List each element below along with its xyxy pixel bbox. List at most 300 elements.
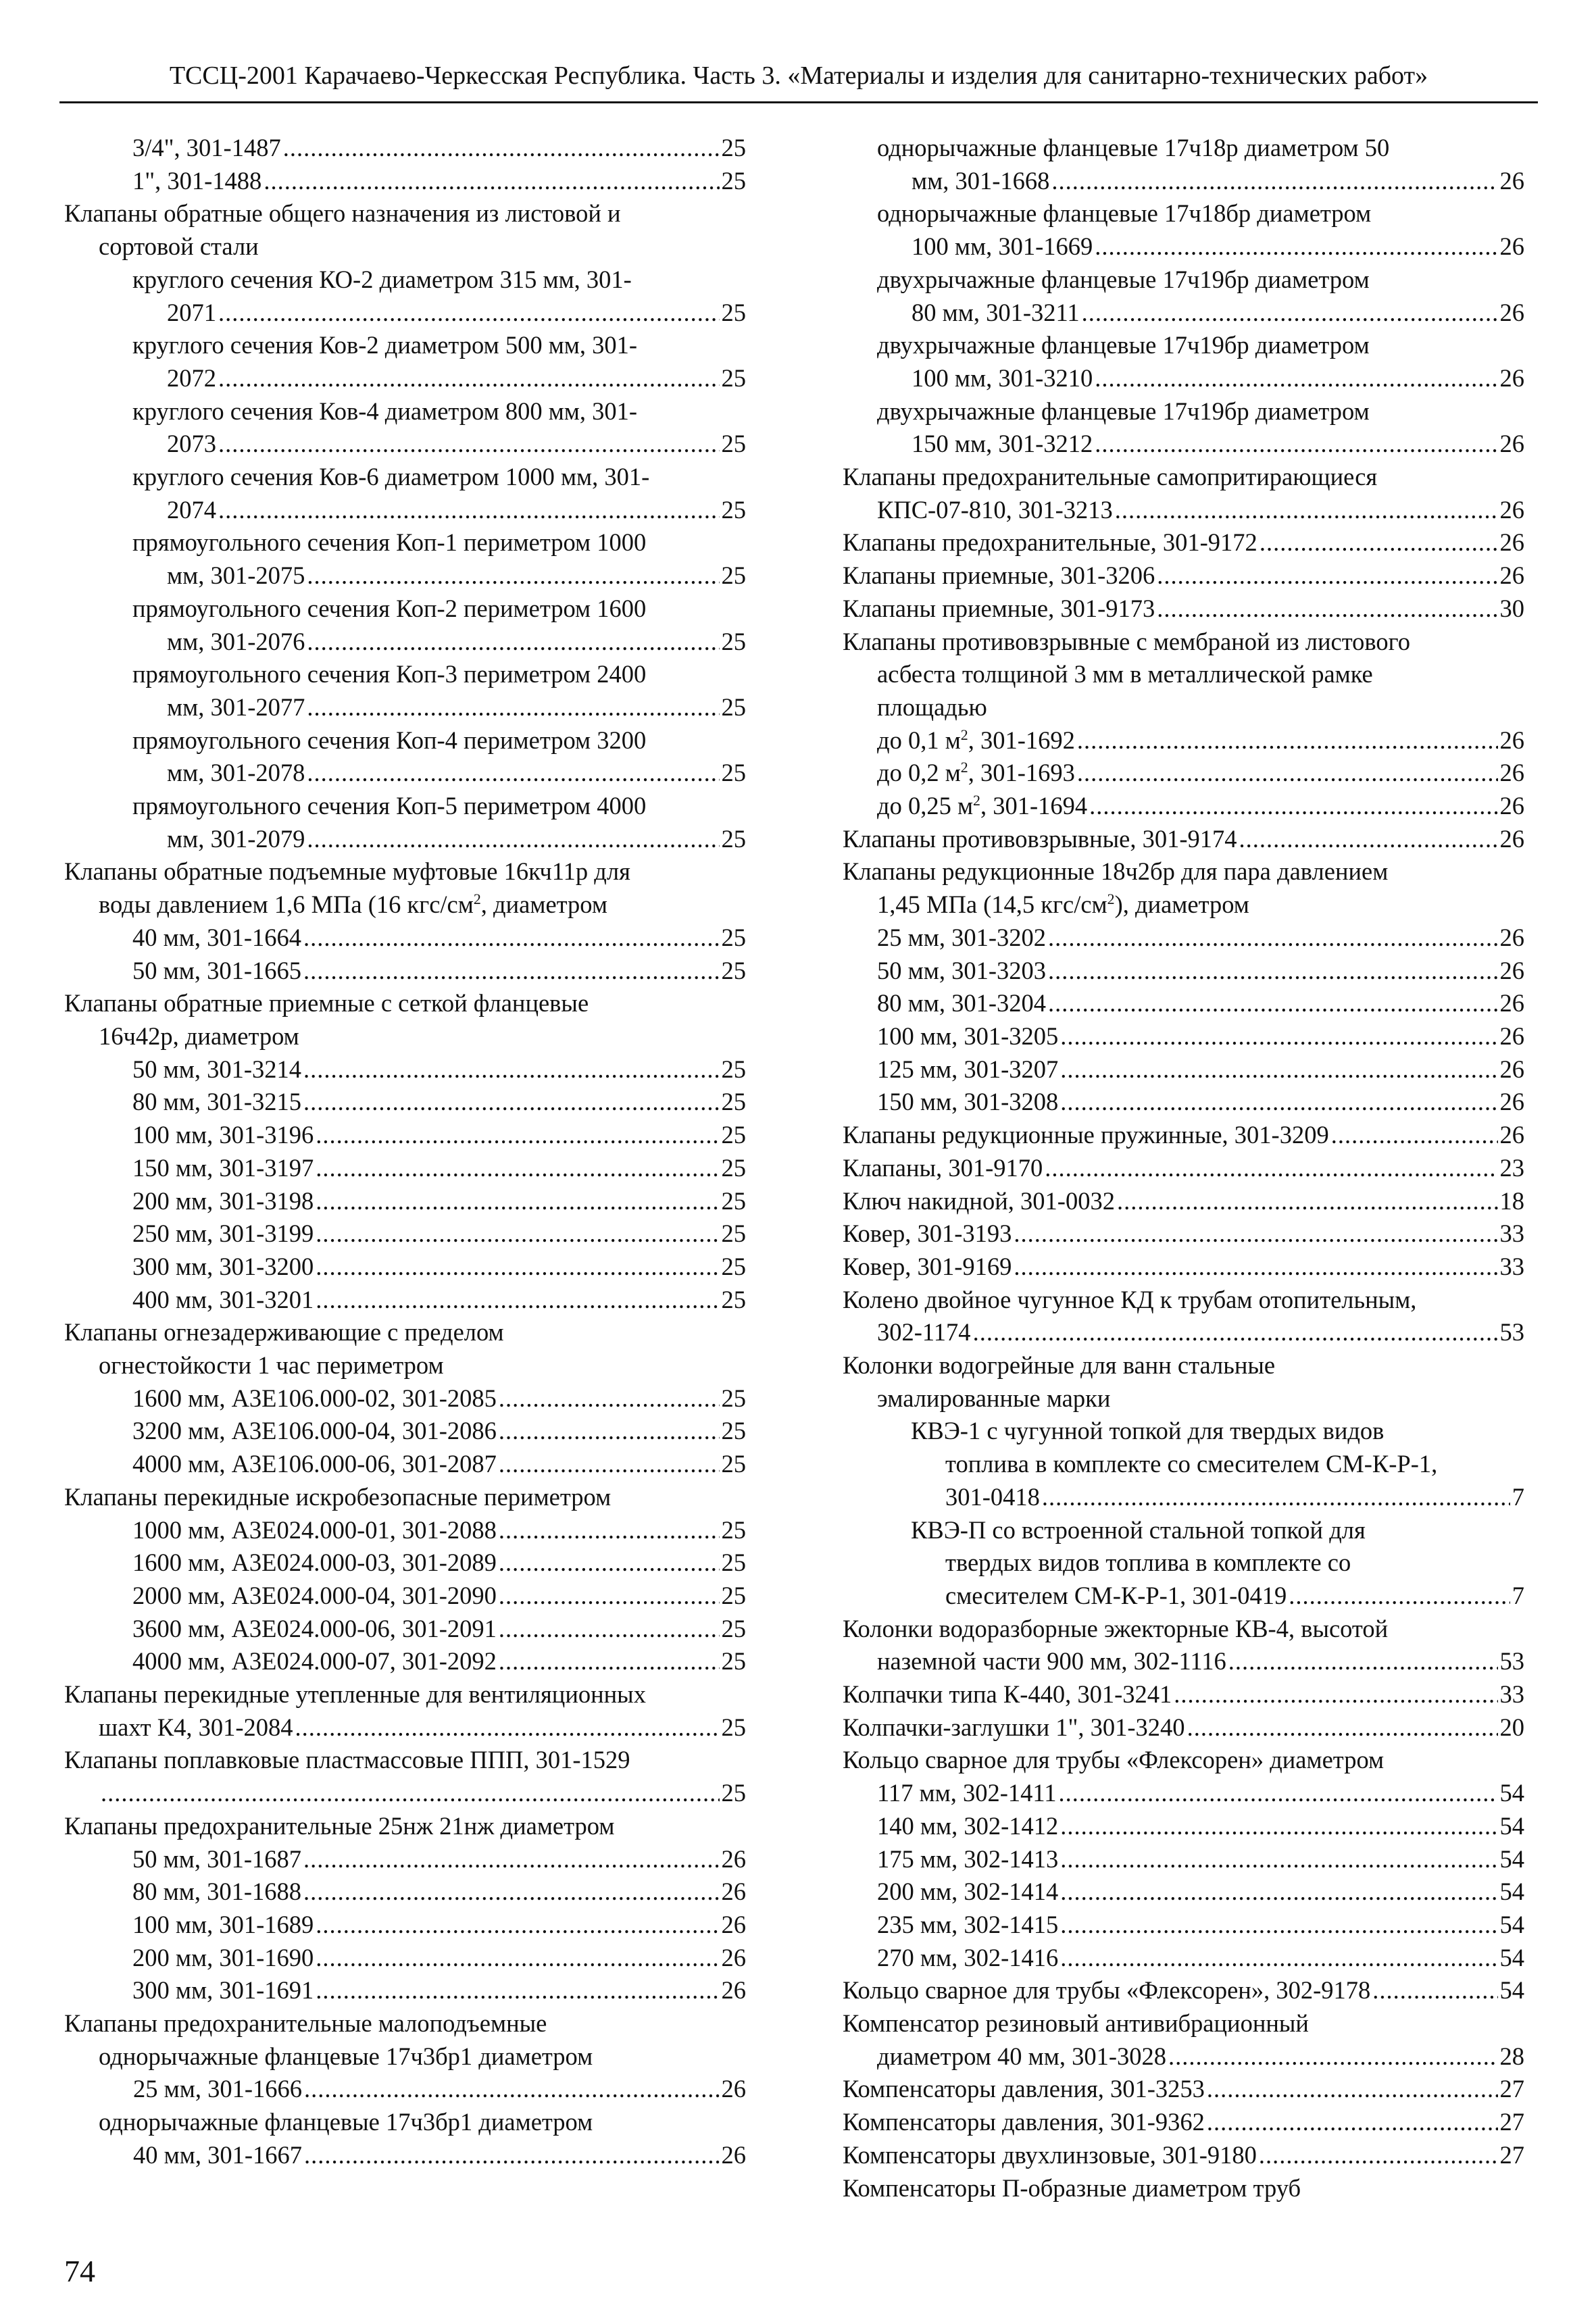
entry-leader-line bbox=[877, 1843, 1524, 1876]
index-entry bbox=[132, 1119, 746, 1152]
entry-leader-line bbox=[843, 593, 1524, 626]
dot-leader bbox=[1060, 1876, 1497, 1909]
index-entry bbox=[843, 823, 1524, 856]
entry-label: 175 мм, 302-1413 bbox=[877, 1844, 1059, 1873]
entry-page-ref: 54 bbox=[1499, 1811, 1524, 1840]
entry-page-ref: 25 bbox=[721, 1055, 746, 1083]
index-entry bbox=[877, 1942, 1524, 1975]
entry-text-line: твердых видов топлива в комплекте со bbox=[945, 1549, 1351, 1577]
entry-label: 50 мм, 301-3214 bbox=[132, 1055, 301, 1083]
entry-text-line: Клапаны перекидные искробезопасные периметром bbox=[64, 1482, 612, 1511]
entry-text-line: прямоугольного сечения Коп-2 периметром 1600 bbox=[132, 594, 647, 622]
entry-leader-line bbox=[167, 691, 746, 724]
entry-leader-line bbox=[877, 724, 1524, 757]
dot-leader bbox=[304, 2139, 720, 2172]
index-entry bbox=[132, 526, 746, 592]
entry-label: 80 мм, 301-3215 bbox=[132, 1088, 301, 1116]
entry-page-ref: 27 bbox=[1499, 2075, 1524, 2103]
index-entry bbox=[911, 1514, 1524, 1613]
index-entry bbox=[911, 1415, 1524, 1513]
dot-leader bbox=[499, 1580, 720, 1613]
entry-label: 200 мм, 301-3198 bbox=[132, 1186, 314, 1215]
entry-label: 150 мм, 301-3212 bbox=[912, 430, 1093, 458]
dot-leader bbox=[499, 1514, 720, 1547]
entry-text-line: воды давлением 1,6 МПа (16 кгс/$см^2$, диаметром bbox=[99, 890, 607, 919]
index-entry bbox=[64, 2007, 746, 2040]
entry-leader-line bbox=[877, 790, 1524, 823]
index-entry bbox=[132, 922, 746, 955]
entry-leader-line bbox=[877, 1316, 1524, 1349]
entry-page-ref: 25 bbox=[721, 1384, 746, 1412]
entry-page-ref: 33 bbox=[1499, 1252, 1524, 1280]
index-entry bbox=[843, 559, 1524, 593]
entry-label: 3200 мм, А3Е106.000-04, 301-2086 bbox=[132, 1417, 497, 1445]
dot-leader bbox=[295, 1711, 719, 1744]
dot-leader bbox=[307, 626, 719, 659]
entry-text-line: Колонки водоразборные эжекторные КВ-4, высотой bbox=[843, 1614, 1389, 1642]
entry-page-ref: 25 bbox=[721, 1581, 746, 1609]
entry-leader-line bbox=[877, 987, 1524, 1020]
dot-leader bbox=[303, 1843, 720, 1876]
entry-label: Кольцо сварное для трубы «Флексорен», 302-9178 bbox=[843, 1976, 1371, 2005]
entry-text-line: Колонки водогрейные для ванн стальные bbox=[843, 1351, 1276, 1380]
entry-leader-line bbox=[843, 2139, 1524, 2172]
dot-leader bbox=[499, 1613, 720, 1646]
dot-leader bbox=[1095, 362, 1497, 395]
entry-leader-line bbox=[877, 1876, 1524, 1909]
entry-page-ref: 28 bbox=[1499, 2042, 1524, 2070]
entry-leader-line bbox=[133, 2073, 746, 2106]
entry-text-line: Клапаны редукционные 18ч2бр для пара давлением bbox=[843, 857, 1389, 886]
entry-page-ref: 25 bbox=[721, 1088, 746, 1116]
entry-page-ref: 54 bbox=[1499, 1779, 1524, 1807]
index-entry bbox=[132, 1251, 746, 1284]
entry-label: 1600 мм, А3Е106.000-02, 301-2085 bbox=[132, 1384, 497, 1412]
entry-page-ref: 25 bbox=[721, 1121, 746, 1149]
entry-label: Клапаны, 301-9170 bbox=[843, 1153, 1043, 1182]
entry-label: мм, 301-2075 bbox=[167, 561, 305, 590]
index-entry bbox=[877, 790, 1524, 823]
entry-text-line: двухрычажные фланцевые 17ч19бр диаметром bbox=[877, 265, 1370, 293]
dot-leader bbox=[316, 1942, 719, 1975]
index-entry bbox=[877, 197, 1524, 263]
dot-leader bbox=[1077, 757, 1498, 790]
entry-text-line: Клапаны огнезадерживающие с пределом bbox=[64, 1318, 504, 1347]
index-entry bbox=[843, 1251, 1524, 1284]
entry-leader-line bbox=[877, 757, 1524, 790]
entry-text-line: однорычажные фланцевые 17ч18бр диаметром bbox=[877, 199, 1372, 228]
dot-leader bbox=[1207, 2073, 1498, 2106]
entry-page-ref: 18 bbox=[1499, 1186, 1524, 1215]
entry-leader-line bbox=[132, 1284, 746, 1317]
entry-leader-line bbox=[167, 494, 746, 527]
entry-text-line: Клапаны предохранительные малоподъемные bbox=[64, 2009, 547, 2038]
entry-label: Клапаны приемные, 301-3206 bbox=[843, 561, 1155, 590]
entry-leader-line bbox=[132, 1086, 746, 1119]
entry-page-ref: 54 bbox=[1499, 1844, 1524, 1873]
running-header: ТССЦ-2001 Карачаево-Черкесская Республика. Часть 3. «Материалы и изделия для санитарно-технических работ» bbox=[169, 61, 1428, 90]
entry-leader-line bbox=[912, 362, 1524, 395]
dot-leader bbox=[316, 1217, 719, 1251]
dot-leader bbox=[499, 1448, 720, 1481]
entry-label: до 0,1 $м^2$, 301-1692 bbox=[877, 726, 1075, 754]
dot-leader bbox=[307, 823, 719, 856]
dot-leader bbox=[1239, 823, 1498, 856]
index-entry bbox=[64, 1810, 746, 1843]
dot-leader bbox=[1060, 1053, 1497, 1086]
dot-leader bbox=[1059, 1777, 1498, 1810]
dot-leader bbox=[1048, 922, 1498, 955]
dot-leader bbox=[1260, 526, 1498, 559]
entry-label: диаметром 40 мм, 301-3028 bbox=[877, 2042, 1167, 2070]
index-entry bbox=[132, 1053, 746, 1086]
index-entry bbox=[132, 1284, 746, 1317]
entry-page-ref: 25 bbox=[721, 430, 746, 458]
index-entry bbox=[132, 1086, 746, 1119]
entry-text-line: однорычажные фланцевые 17ч18р диаметром 50 bbox=[877, 134, 1390, 161]
index-entry bbox=[132, 329, 746, 395]
entry-text-line: эмалированные марки bbox=[877, 1384, 1111, 1412]
entry-leader-line bbox=[167, 626, 746, 659]
page-number: 74 bbox=[64, 2254, 95, 2288]
index-entry bbox=[132, 1580, 746, 1613]
index-entry bbox=[132, 593, 746, 658]
entry-page-ref: 54 bbox=[1499, 1943, 1524, 1971]
entry-page-ref: 25 bbox=[721, 693, 746, 721]
dot-leader bbox=[316, 1119, 719, 1152]
index-entry bbox=[843, 1119, 1524, 1152]
index-entry bbox=[132, 1942, 746, 1975]
dot-leader bbox=[1228, 1645, 1498, 1678]
entry-leader-line bbox=[843, 1711, 1524, 1744]
entry-label: 1000 мм, А3Е024.000-01, 301-2088 bbox=[132, 1515, 497, 1544]
entry-page-ref: 25 bbox=[721, 1417, 746, 1445]
entry-leader-line bbox=[877, 922, 1524, 955]
entry-leader-line bbox=[877, 494, 1524, 527]
entry-label: 4000 мм, А3Е024.000-07, 301-2092 bbox=[132, 1647, 497, 1676]
dot-leader bbox=[264, 165, 719, 198]
entry-page-ref: 54 bbox=[1499, 1976, 1524, 2005]
entry-page-ref: 26 bbox=[1499, 232, 1524, 261]
entry-text-line: двухрычажные фланцевые 17ч19бр диаметром bbox=[877, 331, 1370, 359]
entry-label: 400 мм, 301-3201 bbox=[132, 1285, 314, 1313]
index-entry bbox=[132, 165, 746, 198]
dot-leader bbox=[1014, 1217, 1497, 1251]
entry-leader-line bbox=[877, 1053, 1524, 1086]
index-entry bbox=[877, 263, 1524, 329]
index-entry bbox=[132, 1448, 746, 1481]
entry-leader-line bbox=[132, 1415, 746, 1448]
index-entry bbox=[132, 790, 746, 855]
entry-leader-line bbox=[167, 297, 746, 330]
entry-label: Компенсаторы давления, 301-3253 bbox=[843, 2075, 1205, 2103]
entry-text-line: прямоугольного сечения Коп-3 периметром 2400 bbox=[132, 660, 647, 688]
index-entry bbox=[843, 1744, 1524, 1777]
entry-page-ref: 26 bbox=[721, 1844, 746, 1873]
entry-label: 300 мм, 301-1691 bbox=[132, 1976, 314, 2005]
dot-leader bbox=[1060, 1810, 1497, 1843]
entry-page-ref: 26 bbox=[1499, 528, 1524, 557]
entry-page-ref: 26 bbox=[721, 1943, 746, 1971]
dot-leader bbox=[1048, 987, 1498, 1020]
entry-text-line: площадью bbox=[877, 693, 987, 721]
entry-page-ref: 25 bbox=[721, 298, 746, 326]
index-column-left bbox=[64, 132, 746, 2172]
entry-label: мм, 301-2078 bbox=[167, 759, 305, 787]
entry-leader-line bbox=[132, 132, 746, 165]
entry-page-ref: 25 bbox=[721, 1515, 746, 1544]
entry-label: 250 мм, 301-3199 bbox=[132, 1219, 314, 1248]
entry-leader-line bbox=[167, 757, 746, 790]
entry-leader-line bbox=[133, 2139, 746, 2172]
index-entry bbox=[64, 1678, 746, 1744]
entry-text-line: Клапаны перекидные утепленные для вентиляционных bbox=[64, 1680, 646, 1709]
entry-label: Клапаны противовзрывные, 301-9174 bbox=[843, 824, 1237, 853]
dot-leader bbox=[1157, 593, 1497, 626]
index-entry bbox=[843, 626, 1524, 724]
dot-leader bbox=[303, 1053, 720, 1086]
entry-label: Клапаны приемные, 301-9173 bbox=[843, 594, 1155, 622]
entry-label: 2072 bbox=[167, 363, 216, 392]
entry-text-line: 1,45 МПа (14,5 кгс/$см^2$), диаметром bbox=[877, 890, 1249, 919]
entry-text-line: Клапаны поплавковые пластмассовые ППП, 301-1529 bbox=[64, 1746, 630, 1774]
index-entry bbox=[843, 1152, 1524, 1185]
entry-page-ref: 25 bbox=[721, 495, 746, 524]
entry-label: 100 мм, 301-1669 bbox=[912, 232, 1093, 261]
index-entry bbox=[64, 1316, 746, 1382]
index-entry bbox=[843, 1613, 1524, 1678]
entry-leader-line bbox=[132, 1514, 746, 1547]
dot-leader bbox=[1051, 165, 1497, 198]
entry-leader-line bbox=[132, 1843, 746, 1876]
dot-leader bbox=[316, 1284, 719, 1317]
index-entry bbox=[877, 1909, 1524, 1942]
entry-leader-line bbox=[843, 2073, 1524, 2106]
entry-label: мм, 301-2076 bbox=[167, 627, 305, 655]
entry-text-line: прямоугольного сечения Коп-1 периметром 1000 bbox=[132, 528, 647, 557]
dot-leader bbox=[303, 1876, 720, 1909]
dot-leader bbox=[303, 1086, 720, 1119]
index-entry bbox=[843, 526, 1524, 559]
entry-label: 117 мм, 302-1411 bbox=[877, 1779, 1057, 1807]
dot-leader bbox=[1060, 1942, 1497, 1975]
entry-label: 3/4", 301-1487 bbox=[132, 134, 281, 161]
dot-leader bbox=[1089, 790, 1497, 823]
index-entry bbox=[843, 1185, 1524, 1218]
index-entry bbox=[132, 1613, 746, 1646]
dot-leader bbox=[316, 1909, 719, 1942]
entry-label: 301-0418 bbox=[945, 1482, 1040, 1511]
header-rule bbox=[59, 101, 1538, 103]
index-entry bbox=[877, 1086, 1524, 1119]
entry-label: мм, 301-2077 bbox=[167, 693, 305, 721]
index-entry bbox=[877, 922, 1524, 955]
entry-leader-line bbox=[132, 1217, 746, 1251]
entry-text-line: 16ч42р, диаметром bbox=[99, 1022, 299, 1050]
index-entry bbox=[843, 1974, 1524, 2007]
entry-leader-line bbox=[843, 1251, 1524, 1284]
entry-page-ref: 25 bbox=[721, 1450, 746, 1478]
entry-label: 100 мм, 301-1689 bbox=[132, 1910, 314, 1938]
dot-leader bbox=[1048, 955, 1498, 988]
entry-leader-line bbox=[912, 428, 1524, 461]
entry-leader-line bbox=[132, 1909, 746, 1942]
entry-page-ref: 25 bbox=[721, 1549, 746, 1577]
entry-leader-line bbox=[132, 1580, 746, 1613]
entry-page-ref: 25 bbox=[721, 1614, 746, 1642]
entry-label: 2073 bbox=[167, 430, 216, 458]
index-entry bbox=[132, 1909, 746, 1942]
entry-label: 50 мм, 301-1665 bbox=[132, 956, 301, 984]
entry-page-ref: 26 bbox=[1499, 561, 1524, 590]
index-entry bbox=[843, 1349, 1524, 1415]
dot-leader bbox=[1331, 1119, 1498, 1152]
dot-leader bbox=[283, 132, 720, 165]
entry-page-ref: 26 bbox=[721, 2075, 746, 2103]
entry-text-line: Клапаны предохранительные самопритирающиеся bbox=[843, 463, 1378, 491]
entry-label: 270 мм, 302-1416 bbox=[877, 1943, 1059, 1971]
entry-page-ref: 7 bbox=[1512, 1581, 1524, 1609]
dot-leader bbox=[1060, 1020, 1497, 1053]
entry-page-ref: 25 bbox=[721, 956, 746, 984]
entry-leader-line bbox=[843, 1119, 1524, 1152]
dot-leader bbox=[316, 1152, 719, 1185]
entry-label: Колпачки-заглушки 1", 301-3240 bbox=[843, 1713, 1185, 1741]
entry-page-ref: 26 bbox=[1499, 166, 1524, 195]
index-entry bbox=[132, 1876, 746, 1909]
dot-leader bbox=[1060, 1909, 1497, 1942]
entry-label: 150 мм, 301-3208 bbox=[877, 1088, 1059, 1116]
index-entry bbox=[843, 2172, 1524, 2205]
entry-leader-line bbox=[877, 1909, 1524, 1942]
dot-leader bbox=[316, 1974, 719, 2007]
entry-leader-line bbox=[132, 1382, 746, 1415]
entry-label: 150 мм, 301-3197 bbox=[132, 1153, 314, 1182]
index-entry bbox=[99, 2106, 746, 2171]
entry-label: 2000 мм, А3Е024.000-04, 301-2090 bbox=[132, 1581, 497, 1609]
entry-leader-line bbox=[912, 230, 1524, 263]
entry-page-ref: 26 bbox=[721, 1910, 746, 1938]
dot-leader bbox=[1259, 2139, 1498, 2172]
entry-page-ref: 25 bbox=[721, 1647, 746, 1676]
entry-page-ref: 7 bbox=[1512, 1482, 1524, 1511]
entry-leader-line bbox=[843, 1217, 1524, 1251]
index-entry bbox=[843, 1284, 1524, 1349]
index-entry bbox=[99, 2040, 746, 2106]
entry-label: 125 мм, 301-3207 bbox=[877, 1055, 1059, 1083]
entry-leader-line bbox=[132, 1876, 746, 1909]
entry-page-ref: 26 bbox=[1499, 989, 1524, 1017]
entry-leader-line bbox=[843, 2106, 1524, 2139]
dot-leader bbox=[1157, 559, 1497, 593]
index-entry bbox=[64, 855, 746, 921]
entry-leader-line bbox=[132, 1119, 746, 1152]
index-entry bbox=[843, 2106, 1524, 2139]
entry-leader-line bbox=[99, 1711, 746, 1744]
entry-page-ref: 26 bbox=[1499, 1022, 1524, 1050]
entry-leader-line bbox=[877, 1777, 1524, 1810]
dot-leader bbox=[1082, 297, 1498, 330]
entry-page-ref: 54 bbox=[1499, 1910, 1524, 1938]
entry-text-line: круглого сечения Ков-2 диаметром 500 мм, 301- bbox=[132, 331, 638, 359]
index-entry bbox=[132, 658, 746, 724]
entry-page-ref: 26 bbox=[1499, 726, 1524, 754]
index-entry bbox=[132, 1217, 746, 1251]
entry-leader-line bbox=[843, 526, 1524, 559]
entry-label: до 0,25 $м^2$, 301-1694 bbox=[877, 791, 1088, 820]
entry-page-ref: 25 bbox=[721, 824, 746, 853]
entry-page-ref: 26 bbox=[1499, 824, 1524, 853]
dot-leader bbox=[1060, 1843, 1497, 1876]
entry-text-line: Компенсаторы П-образные диаметром труб bbox=[843, 2173, 1301, 2202]
dot-leader bbox=[1372, 1974, 1497, 2007]
entry-text-line: Клапаны противовзрывные с мембраной из листового bbox=[843, 627, 1410, 655]
index-entry bbox=[132, 1514, 746, 1547]
dot-leader bbox=[1077, 724, 1498, 757]
entry-page-ref: 26 bbox=[1499, 1121, 1524, 1149]
entry-label: мм, 301-1668 bbox=[912, 166, 1050, 195]
dot-leader bbox=[304, 2073, 720, 2106]
entry-page-ref: 53 bbox=[1499, 1647, 1524, 1676]
entry-label: 200 мм, 301-1690 bbox=[132, 1943, 314, 1971]
entry-label: до 0,2 $м^2$, 301-1693 bbox=[877, 759, 1075, 787]
entry-label: КПС-07-810, 301-3213 bbox=[877, 495, 1113, 524]
index-entry bbox=[843, 855, 1524, 921]
entry-page-ref: 25 bbox=[721, 923, 746, 951]
entry-label: 40 мм, 301-1667 bbox=[133, 2140, 302, 2169]
dot-leader bbox=[973, 1316, 1498, 1349]
entry-page-ref: 27 bbox=[1499, 2108, 1524, 2136]
entry-page-ref: 26 bbox=[1499, 956, 1524, 984]
entry-leader-line bbox=[843, 1152, 1524, 1185]
entry-page-ref: 26 bbox=[1499, 923, 1524, 951]
index-entry bbox=[132, 461, 746, 526]
entry-leader-line bbox=[132, 1251, 746, 1284]
dot-leader bbox=[499, 1415, 720, 1448]
entry-label: 140 мм, 302-1412 bbox=[877, 1811, 1059, 1840]
entry-label: 100 мм, 301-3210 bbox=[912, 363, 1093, 392]
entry-label: 80 мм, 301-3204 bbox=[877, 989, 1046, 1017]
entry-leader-line bbox=[167, 362, 746, 395]
entry-leader-line bbox=[132, 955, 746, 988]
entry-leader-line bbox=[877, 1645, 1524, 1678]
dot-leader bbox=[1095, 428, 1497, 461]
entry-page-ref: 25 bbox=[721, 363, 746, 392]
entry-label: 4000 мм, А3Е106.000-06, 301-2087 bbox=[132, 1450, 497, 1478]
index-entry bbox=[843, 593, 1524, 626]
entry-page-ref: 25 bbox=[721, 166, 746, 195]
index-entry bbox=[132, 724, 746, 790]
entry-page-ref: 27 bbox=[1499, 2140, 1524, 2169]
index-entry bbox=[64, 1481, 746, 1514]
index-entry bbox=[843, 1217, 1524, 1251]
entry-text-line: асбеста толщиной 3 мм в металлической рамке bbox=[877, 660, 1373, 688]
dot-leader bbox=[1117, 1185, 1498, 1218]
entry-leader-line bbox=[912, 165, 1524, 198]
entry-page-ref: 26 bbox=[721, 1878, 746, 1906]
index-entry bbox=[132, 1415, 746, 1448]
entry-leader-line bbox=[945, 1481, 1524, 1514]
entry-text-line: круглого сечения Ков-4 диаметром 800 мм, 301- bbox=[132, 397, 638, 425]
entry-label: Ковер, 301-3193 bbox=[843, 1219, 1012, 1248]
index-entry bbox=[843, 2139, 1524, 2172]
entry-page-ref: 26 bbox=[1499, 298, 1524, 326]
dot-leader bbox=[218, 428, 720, 461]
index-entry bbox=[132, 1152, 746, 1185]
index-entry bbox=[877, 1843, 1524, 1876]
dot-leader bbox=[1174, 1678, 1497, 1711]
dot-leader bbox=[218, 297, 720, 330]
